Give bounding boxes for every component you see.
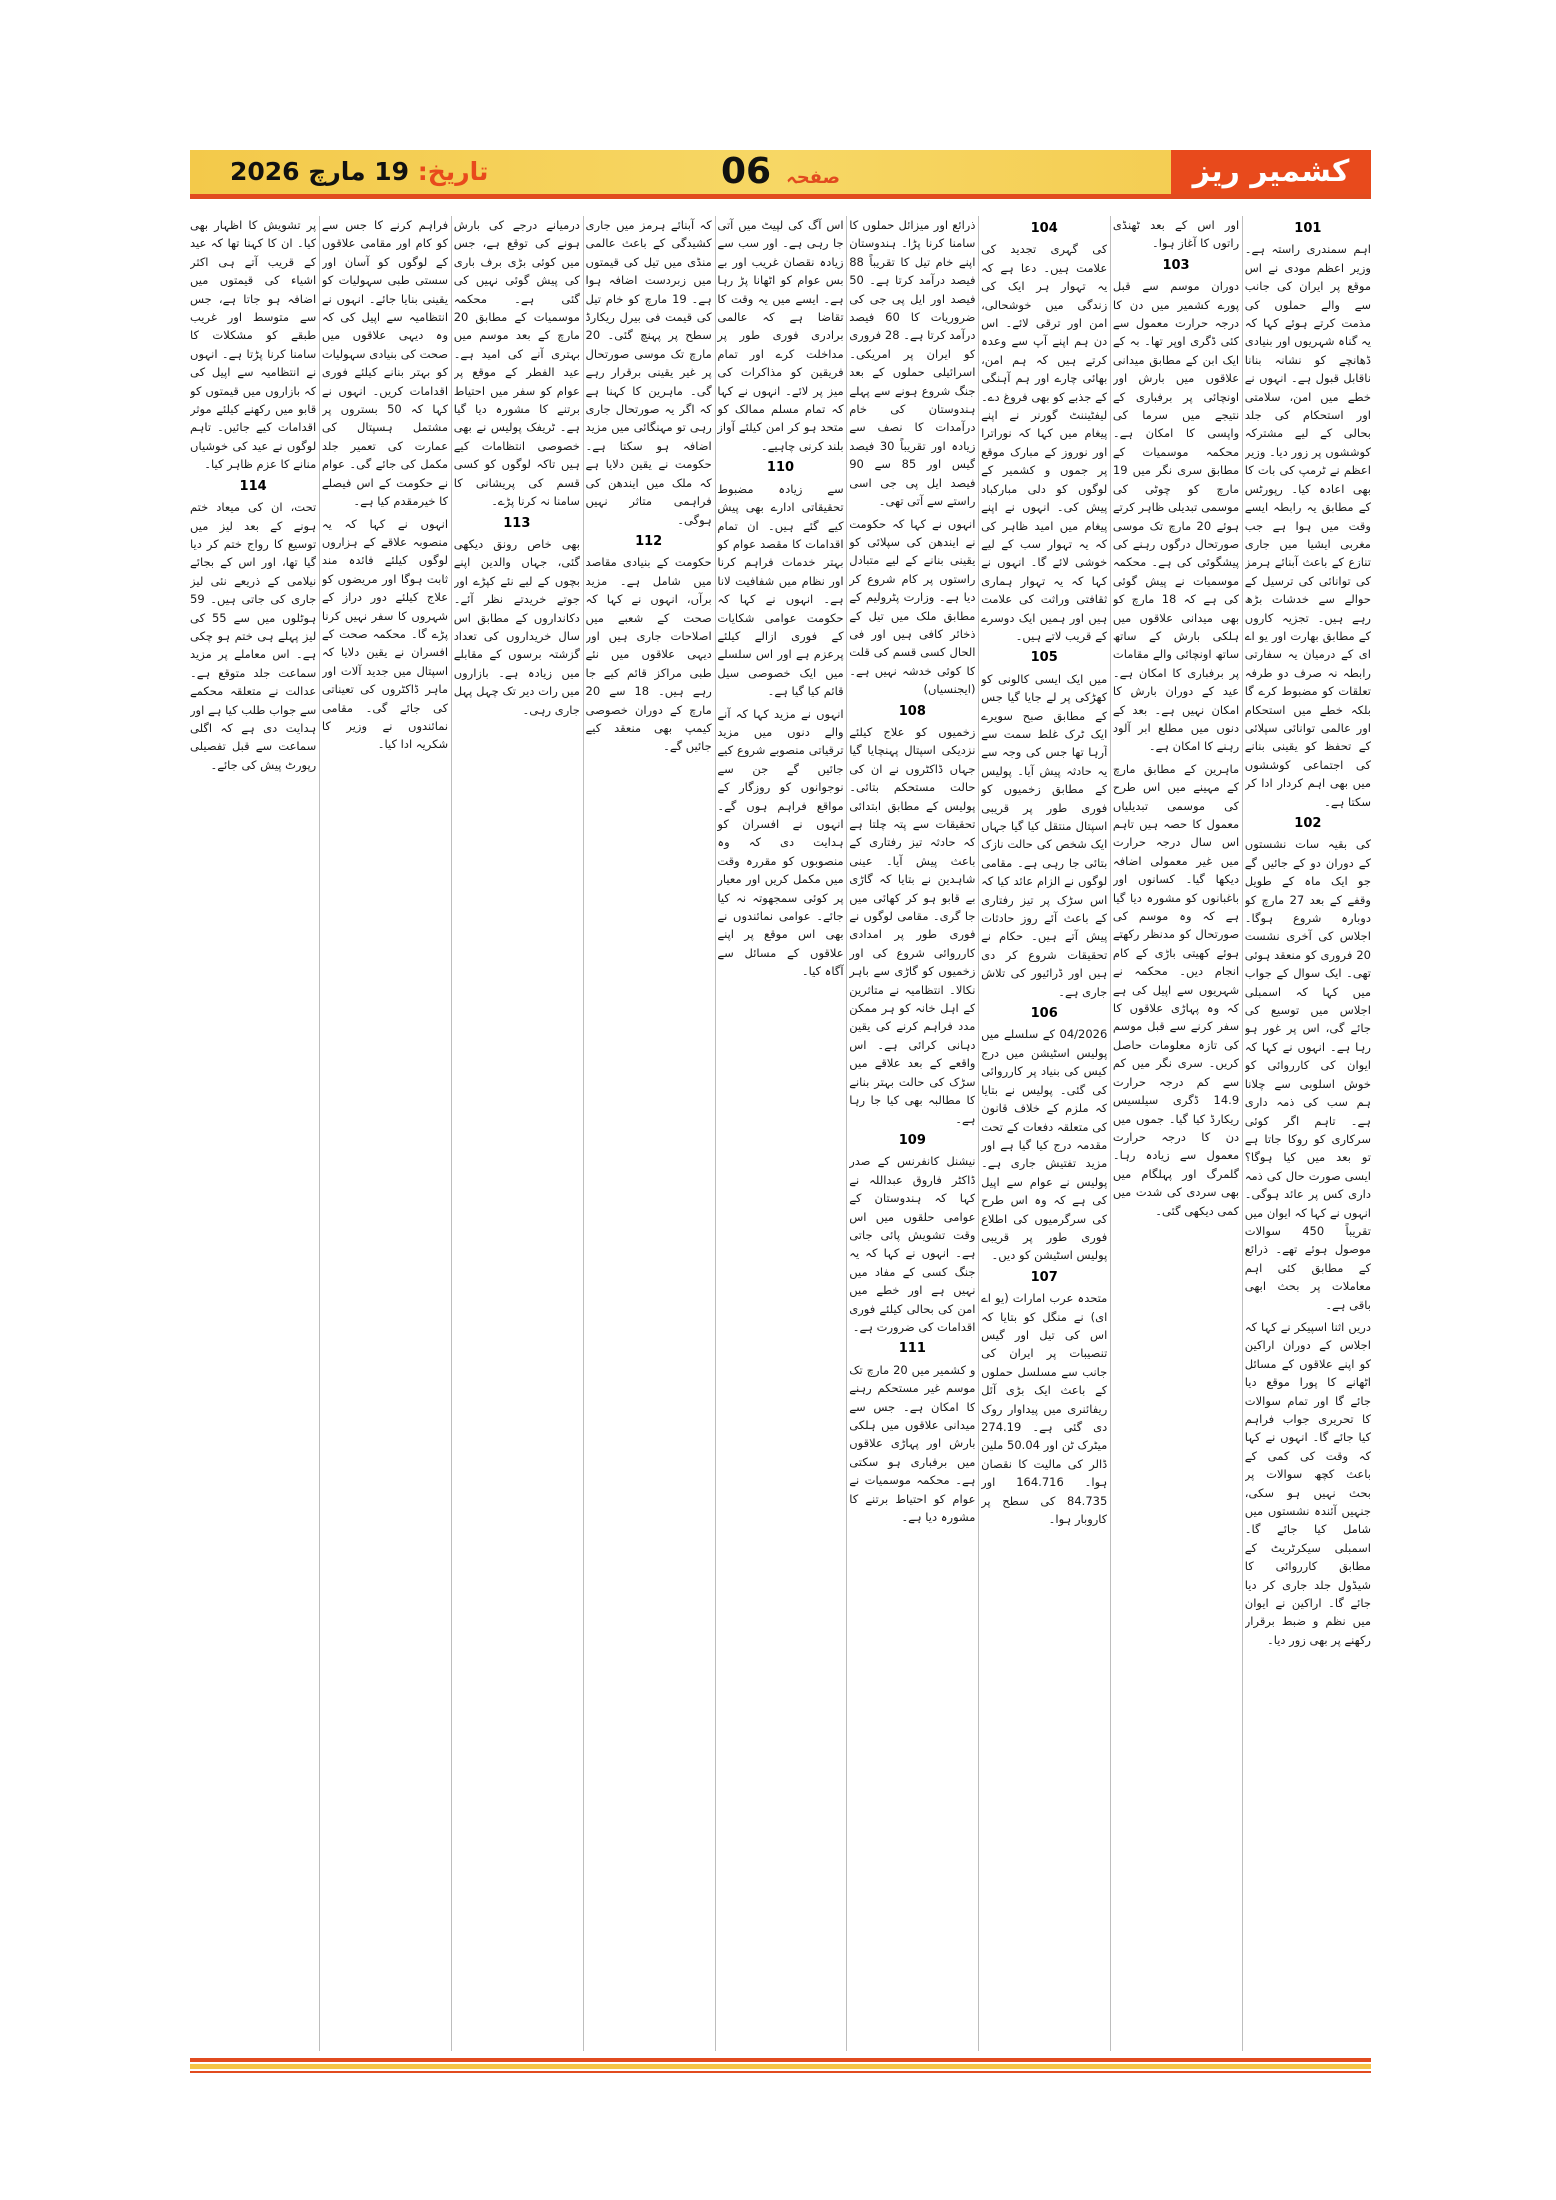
column-divider	[451, 216, 452, 2051]
issue-date	[190, 150, 488, 194]
article-number: 111	[898, 1341, 926, 1357]
article-text: درمیانے درجے کی بارش ہونے کی توقع ہے، جس میں کوئی بڑی برف باری کی پیش گوئی نہیں کی گئی ہے۔ محکمہ موسمیات کے مطابق 20 مارچ کے بعد موسم میں بہتری آنے کی امید ہے۔ عید الفطر کے موقع پر عوام کو سفر میں احتیاط برتنے کا مشورہ دیا گیا ہے۔ ٹریفک پولیس نے بھی خصوصی انتظامات کیے ہیں تاکہ لوگوں کو کسی قسم کی پریشانی کا سامنا نہ کرنا پڑے۔	[453, 218, 580, 509]
article-text: حکومت کے بنیادی مقاصد میں شامل ہے۔ مزید برآں، انہوں نے کہا کہ صحت کے شعبے میں اصلاحات جاری ہیں اور دیہی علاقوں میں نئے طبی مراکز قائم کیے جا رہے ہیں۔ 18 سے 20 مارچ کے دوران خصوصی کیمپ بھی منعقد کیے جائیں گے۔	[585, 555, 712, 754]
article-text: پر تشویش کا اظہار بھی کیا۔ ان کا کہنا تھا کہ عید کے قریب آتے ہی اکثر اشیاء کی قیمتوں میں اضافہ ہو جاتا ہے، جس سے متوسط اور غریب طبقے کو مشکلات کا سامنا کرنا پڑتا ہے۔ انہوں نے انتظامیہ سے اپیل کی کہ بازاروں میں قیمتوں کو قابو میں رکھنے کیلئے موثر اقدامات کیے جائیں۔ تاہم لوگوں نے عید کی خوشیاں منانے کا عزم ظاہر کیا۔	[190, 218, 317, 472]
article-number: 106	[1030, 1006, 1058, 1022]
article-number: 108	[898, 703, 926, 719]
article-text: دریں اثنا اسپیکر نے کہا کہ اجلاس کے دوران اراکین کو اپنے علاقوں کے مسائل اٹھانے کا پورا موقع دیا جائے گا اور تمام سوالات کا تحریری جواب فراہم کیا جائے گا۔ انہوں نے کہا کہ وقت کی کمی کے باعث کچھ سوالات پر بحث نہیں ہو سکی، جنہیں آئندہ نشستوں میں شامل کیا جائے گا۔ اسمبلی سیکرٹریٹ کے مطابق کارروائی کا شیڈول جلد جاری کر دیا جائے گا۔ اراکین نے ایوان میں نظم و ضبط برقرار رکھنے پر بھی زور دیا۔	[1244, 1319, 1371, 1647]
column-divider	[1110, 216, 1111, 2051]
article-number: 103	[1162, 257, 1190, 273]
article-text: زخمیوں کو علاج کیلئے نزدیکی اسپتال پہنچایا گیا جہاں ڈاکٹروں نے ان کی حالت مستحکم بتائی۔ پولیس کے مطابق ابتدائی تحقیقات سے پتہ چلتا ہے کہ حادثہ تیز رفتاری کے باعث پیش آیا۔ عینی شاہدین نے بتایا کہ گاڑی بے قابو ہو کر کھائی میں جا گری۔ مقامی لوگوں نے فوری طور پر امدادی کارروائی شروع کی اور زخمیوں کو گاڑی سے باہر نکالا۔ انتظامیہ نے متاثرین کے اہل خانہ کو ہر ممکن مدد فراہم کرنے کی یقین دہانی کرائی ہے۔ اس واقعے کے بعد علاقے میں سڑک کی حالت بہتر بنانے کا مطالبہ بھی کیا جا رہا ہے۔	[849, 724, 976, 1126]
footer-rule	[190, 2058, 1371, 2073]
article-text: سے زیادہ مضبوط تحقیقاتی ادارے بھی پیش کیے گئے ہیں۔ ان تمام اقدامات کا مقصد عوام کو بہتر خدمات فراہم کرنا اور نظام میں شفافیت لانا ہے۔ انہوں نے کہا کہ حکومت عوامی شکایات کے فوری ازالے کیلئے پرعزم ہے اور اس سلسلے میں ایک خصوصی سیل قائم کیا گیا ہے۔	[717, 481, 844, 699]
article-number: 104	[1030, 221, 1058, 236]
article-text: اس آگ کی لپیٹ میں آتی جا رہی ہے۔ اور سب سے زیادہ نقصان غریب اور بے بس عوام کو اٹھانا پڑ رہا ہے۔ ایسے میں یہ وقت کا تقاضا ہے کہ عالمی برادری فوری طور پر مداخلت کرے اور تمام فریقین کو مذاکرات کی میز پر لائے۔ انہوں نے کہا کہ تمام مسلم ممالک کو متحد ہو کر امن کیلئے آواز بلند کرنی چاہیے۔	[717, 218, 844, 453]
text-column	[586, 216, 712, 2051]
article-text: متحدہ عرب امارات (یو اے ای) نے منگل کو بتایا کہ اس کی تیل اور گیس تنصیبات پر ایران کی جانب سے مسلسل حملوں کے باعث ایک بڑی آئل ریفائنری میں پیداوار روک دی گئی ہے۔ 274.19 میٹرک ٹن اور 50.04 ملین ڈالر کی مالیت کا نقصان ہوا۔ 164.716 اور 84.735 کی سطح پر کاروبار ہوا۔	[981, 1291, 1108, 1527]
column-divider	[978, 216, 979, 2051]
article-number: 107	[1030, 1269, 1058, 1285]
text-column	[190, 216, 316, 2051]
article-text: نیشنل کانفرنس کے صدر ڈاکٹر فاروق عبداللہ نے کہا کہ ہندوستان کے عوامی حلقوں میں اس وقت تشویش پائی جاتی ہے۔ انہوں نے کہا کہ یہ جنگ کسی کے مفاد میں نہیں ہے اور خطے میں امن کی بحالی کیلئے فوری اقدامات کی ضرورت ہے۔	[849, 1154, 976, 1334]
column-divider	[846, 216, 847, 2051]
article-text: تحت، ان کی میعاد ختم ہونے کے بعد لیز میں توسیع کا رواج ختم کر دیا گیا تھا، اور اس کے بجائے نیلامی کے ذریعے نئی لیز جاری کی جاتی ہیں۔ 59 ہوٹلوں میں سے 55 کی لیز پہلے ہی ختم ہو چکی ہے۔ اس معاملے پر مزید سماعت جلد متوقع ہے۔ عدالت نے متعلقہ محکمے سے جواب طلب کیا ہے اور ہدایت دی ہے کہ اگلی سماعت سے قبل تفصیلی رپورٹ پیش کی جائے۔	[190, 500, 317, 772]
text-column	[1113, 216, 1239, 2051]
text-column	[1245, 216, 1371, 2051]
article-text: فراہم کرنے کا جس سے کو کام اور مقامی علاقوں کے لوگوں کو آسان اور سستی طبی سہولیات کو یقینی بنایا جائے۔ انہوں نے انتظامیہ سے اپیل کی کہ وہ دیہی علاقوں میں صحت کی بنیادی سہولیات کو بہتر بنانے کیلئے فوری اقدامات کریں۔ انہوں نے کہا کہ 50 بستروں پر مشتمل ہسپتال کی عمارت کی تعمیر جلد مکمل کی جائے گی۔ عوام نے حکومت کے اس فیصلے کا خیرمقدم کیا ہے۔	[321, 218, 449, 509]
text-column	[981, 216, 1107, 2051]
date-value: 19 مارچ 2026	[230, 157, 410, 186]
footer-line-band	[190, 2064, 1371, 2069]
article-text: انہوں نے مزید کہا کہ آنے والے دنوں میں مزید ترقیاتی منصوبے شروع کیے جائیں گے جن سے نوجوانوں کو روزگار کے مواقع فراہم ہوں گے۔ انہوں نے افسران کو ہدایت دی کہ وہ منصوبوں کو مقررہ وقت میں مکمل کریں اور معیار پر کوئی سمجھوتہ نہ کیا جائے۔ عوامی نمائندوں نے بھی اس موقع پر اپنے علاقوں کے مسائل سے آگاہ کیا۔	[717, 706, 844, 979]
article-text: اہم سمندری راستہ ہے۔ وزیر اعظم مودی نے اس موقع پر ایران کی جانب سے والے حملوں کی مذمت کرتے ہوئے کہا کہ یہ گناہ شہریوں اور بنیادی ڈھانچے کو نشانہ بنانا ناقابل قبول ہے۔ انہوں نے خطے میں امن، سلامتی اور استحکام کی جلد بحالی کے لیے مشترکہ کوششوں پر زور دیا۔ وزیر اعظم نے ٹرمپ کی بات کا بھی اعادہ کیا۔ رپورٹس کے مطابق یہ رابطہ ایسے وقت میں ہوا ہے جب مغربی ایشیا میں جاری تنازع کے باعث آبنائے ہرمز کی توانائی کی ترسیل کے حوالے سے خدشات بڑھ رہے ہیں۔ تجزیہ کاروں کے مطابق بھارت اور یو اے ای کے درمیان یہ سفارتی رابطہ نہ صرف دو طرفہ تعلقات کو مضبوط کرے گا بلکہ خطے میں استحکام اور عالمی توانائی سپلائی کے تحفظ کو یقینی بنانے کی اجتماعی کوششوں میں بھی اہم کردار ادا کر سکتا ہے۔	[1244, 242, 1371, 809]
masthead-rule	[190, 197, 1371, 199]
page-indicator	[721, 150, 840, 194]
article-text: کہ آبنائے ہرمز میں جاری کشیدگی کے باعث عالمی منڈی میں تیل کی قیمتوں میں زبردست اضافہ ہوا ہے۔ 19 مارچ کو خام تیل کی قیمت فی بیرل ریکارڈ سطح پر پہنچ گئی۔ 20 مارچ تک موسی صورتحال پر غیر یقینی برقرار رہے گی۔ ماہرین کا کہنا ہے کہ اگر یہ صورتحال جاری رہی تو مہنگائی میں مزید اضافہ ہو سکتا ہے۔ حکومت نے یقین دلایا ہے کہ ملک میں ایندھن کی فراہمی متاثر نہیں ہوگی۔	[585, 218, 712, 527]
article-text: دوران موسم سے قبل پورے کشمیر میں دن کا درجہ حرارت معمول سے کئی ڈگری اوپر تھا۔ بہ کے ایک ابن کے مطابق میدانی علاقوں میں بارش اور اونچائی پر برفباری کے نتیجے میں سرما کی واپسی کا امکان ہے۔ محکمہ موسمیات کے مطابق سری نگر میں 19 مارچ کو چوٹی کی موسمی تبدیلی ظاہر کرتے ہوئے 20 مارچ تک موسی صورتحال درگوں رہنے کی پیشگوئی کی ہے۔ محکمہ موسمیات نے پیش گوئی کی ہے کہ 18 مارچ کو بھی میدانی علاقوں میں ہلکی بارش کے ساتھ ساتھ اونچائی والے مقامات پر برفباری کا امکان ہے۔ عید کے دوران بارش کا امکان نہیں ہے۔ بعد کے دنوں میں مطلع ابر آلود رہنے کا امکان ہے۔	[1112, 279, 1240, 754]
article-text: بھی خاص رونق دیکھی گئی، جہاں والدین اپنے بچوں کے لیے نئے کپڑے اور جوتے خریدتے نظر آئے۔ دکانداروں کے مطابق اس سال خریداروں کی تعداد گزشتہ برسوں کے مقابلے میں زیادہ ہے۔ بازاروں میں رات دیر تک چہل پہل جاری رہی۔	[453, 536, 580, 717]
date-label: تاریخ:	[417, 157, 489, 186]
newspaper-logo: کشمیر ریز	[1171, 150, 1371, 194]
footer-line-top	[190, 2058, 1371, 2062]
masthead	[190, 150, 1371, 198]
text-column	[717, 216, 843, 2051]
article-text: میں ایک ایسی کالونی کو کھڑکی پر لے جایا گیا جس کے مطابق صبح سویرے ایک ٹرک غلط سمت سے آرہا تھا جس کی وجہ سے یہ حادثہ پیش آیا۔ پولیس کے مطابق زخمیوں کو فوری طور پر قریبی اسپتال منتقل کیا گیا جہاں ایک شخص کی حالت نازک بتائی جا رہی ہے۔ مقامی لوگوں نے الزام عائد کیا کہ اس سڑک پر تیز رفتاری کے باعث آئے روز حادثات پیش آتے ہیں۔ حکام نے تحقیقات شروع کر دی ہیں اور ڈرائیور کی تلاش جاری ہے۔	[981, 671, 1108, 999]
article-text: ماہرین کے مطابق مارچ کے مہینے میں اس طرح کی موسمی تبدیلیاں معمول کا حصہ ہیں تاہم اس سال درجہ حرارت میں غیر معمولی اضافہ دیکھا گیا۔ کسانوں اور باغبانوں کو مشورہ دیا گیا ہے کہ وہ موسم کی صورتحال کو مدنظر رکھتے ہوئے کھیتی باڑی کے کام انجام دیں۔ محکمہ نے شہریوں سے اپیل کی ہے کہ وہ پہاڑی علاقوں کا سفر کرنے سے قبل موسم کی تازہ معلومات حاصل کریں۔ سری نگر میں کم سے کم درجہ حرارت 14.9 ڈگری سیلسیس ریکارڈ کیا گیا۔ جموں میں دن کا درجہ حرارت معمول سے زیادہ رہا۔ گلمرگ اور پہلگام میں بھی سردی کی شدت میں کمی دیکھی گئی۔	[1112, 761, 1240, 1218]
article-text: انہوں نے کہا کہ یہ منصوبہ علاقے کے ہزاروں لوگوں کیلئے فائدہ مند ثابت ہوگا اور مریضوں کو علاج کیلئے دور دراز کے شہروں کا سفر نہیں کرنا پڑے گا۔ محکمہ صحت کے افسران نے یقین دلایا کہ اسپتال میں جدید آلات اور ماہر ڈاکٹروں کی تعیناتی کی جائے گی۔ مقامی نمائندوں نے وزیر کا شکریہ ادا کیا۔	[321, 516, 449, 752]
page-number: 06	[720, 151, 772, 192]
article-number: 110	[766, 460, 795, 476]
article-number: 112	[635, 533, 663, 549]
column-divider	[1242, 216, 1243, 2051]
article-number: 113	[503, 515, 531, 531]
article-text: ذرائع اور میزائل حملوں کا سامنا کرنا پڑا۔ ہندوستان اپنے خام تیل کا تقریباً 88 فیصد درآمد کرتا ہے۔ 50 فیصد اور ایل پی جی کی ضروریات کا 60 فیصد درآمد کرتا ہے۔ 28 فروری کو ایران پر امریکی۔ اسرائیلی حملوں کے بعد جنگ شروع ہونے سے پہلے ہندوستان کی خام درآمدات کا نصف سے زیادہ اور تقریباً 30 فیصد گیس اور 85 سے 90 فیصد ایل پی جی اسی راستے سے آتی تھی۔	[849, 218, 976, 509]
article-text: و کشمیر میں 20 مارچ تک موسم غیر مستحکم رہنے کا امکان ہے۔ جس سے میدانی علاقوں میں ہلکی بارش اور پہاڑی علاقوں میں برفباری ہو سکتی ہے۔ محکمہ موسمیات نے عوام کو احتیاط برتنے کا مشورہ دیا ہے۔	[849, 1362, 976, 1525]
article-text: 04/2026 کے سلسلے میں پولیس اسٹیشن میں درج کیس کی بنیاد پر کارروائی کی گئی۔ پولیس نے بتایا کہ ملزم کے خلاف قانون کی متعلقہ دفعات کے تحت مقدمہ درج کیا گیا ہے اور مزید تفتیش جاری ہے۔ پولیس نے عوام سے اپیل کی ہے کہ وہ اس طرح کی سرگرمیوں کی اطلاع فوری طور پر قریبی پولیس اسٹیشن کو دیں۔	[981, 1027, 1108, 1263]
article-columns	[190, 216, 1371, 2051]
column-divider	[715, 216, 716, 2051]
article-text: کی گہری تجدید کی علامت ہیں۔ دعا ہے کہ یہ تہوار ہر ایک کی زندگی میں خوشحالی، امن اور ترقی لائے۔ اس دن ہم اپنے آپ سے وعدہ کرتے ہیں کہ ہم امن، بھائی چارے اور ہم آہنگی کے جذبے کو بھی فروغ دے۔ لیفٹیننٹ گورنر نے اپنے پیغام میں کہا کہ نوراترا اور نوروز کے مبارک موقع پر جموں و کشمیر کے لوگوں کو دلی مبارکباد پیش کی۔ انہوں نے اپنے پیغام میں امید ظاہر کی کہ یہ تہوار سب کے لیے خوشی لائے گا۔ انہوں نے کہا کہ یہ تہوار ہماری ثقافتی وراثت کی علامت ہیں اور ہمیں ایک دوسرے کے قریب لاتے ہیں۔	[981, 242, 1108, 643]
text-column	[849, 216, 975, 2051]
article-number: 101	[1294, 221, 1322, 236]
page-label: صفحہ	[786, 167, 841, 188]
column-divider	[583, 216, 584, 2051]
footer-line-bottom	[190, 2071, 1371, 2073]
article-text: کی بقیہ سات نشستوں کے دوران دو کے جائیں گے جو ایک ماہ کے طویل وقفے کے بعد 27 مارچ کو دوبارہ شروع ہوگا۔ اجلاس کی آخری نشست 20 فروری کو منعقد ہوئی تھی۔ ایک سوال کے جواب میں کہا کہ اسمبلی اجلاس میں توسیع کی جائے گی، اس پر غور ہو رہا ہے۔ انہوں نے کہا کہ ایوان کی کارروائی کو خوش اسلوبی سے چلانا ہم سب کی ذمہ داری ہے۔ تاہم اگر کوئی سرکاری کو روکا جاتا ہے تو بعد میں کیا ہوگا؟ ایسی صورت حال کی ذمہ داری کس پر عائد ہوگی۔ انہوں نے کہا کہ ایوان میں تقریباً 450 سوالات موصول ہوئے تھے۔ ذرائع کے مطابق کئی اہم معاملات پر بحث ابھی باقی ہے۔	[1244, 837, 1371, 1312]
column-divider	[319, 216, 320, 2051]
article-number: 102	[1294, 816, 1322, 831]
text-column	[454, 216, 580, 2051]
article-text: انہوں نے کہا کہ حکومت نے ایندھن کی سپلائی کو یقینی بنانے کے لیے متبادل راستوں پر کام شروع کر دیا ہے۔ وزارت پٹرولیم کے مطابق ملک میں تیل کے ذخائر کافی ہیں اور فی الحال کسی قسم کی قلت کا کوئی خدشہ نہیں ہے۔ (ایجنسیاں)	[849, 516, 976, 697]
article-text: اور اس کے بعد ٹھنڈی راتوں کا آغاز ہوا۔	[1112, 218, 1240, 251]
article-number: 105	[1030, 650, 1058, 666]
article-number: 114	[239, 478, 267, 494]
article-number: 109	[898, 1132, 926, 1148]
text-column	[322, 216, 448, 2051]
